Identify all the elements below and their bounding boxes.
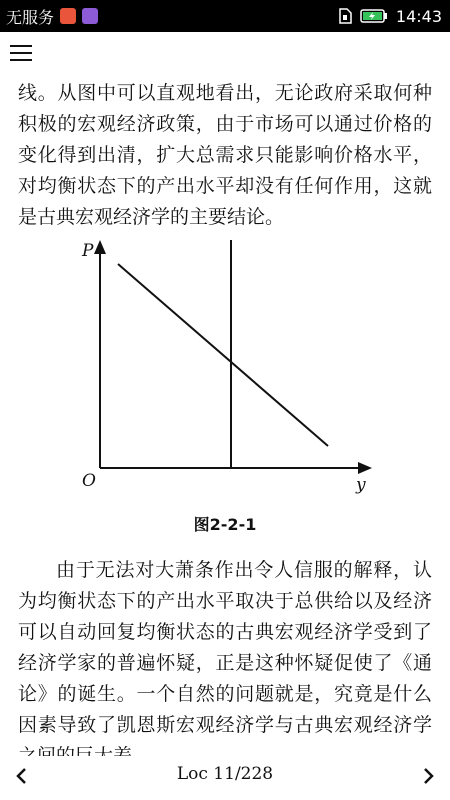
demand-line <box>118 264 328 446</box>
page-content <box>18 78 432 233</box>
y-axis-arrow <box>94 240 106 254</box>
x-axis-arrow <box>358 462 372 474</box>
y-axis-label: P <box>82 241 94 261</box>
paragraph: 线。从图中可以直观地看出，无论政府采取何种积极的宏观经济政策，由于市场可以通过价格的变化得到出清，扩大总需求只能影响价格水平，对均衡状态下的产出水平却没有任何作用，这就是古典宏观经济学的主要结论。 <box>18 82 432 228</box>
battery-charging-icon <box>360 9 388 23</box>
status-bar <box>0 0 450 32</box>
reader-footer <box>0 756 450 800</box>
origin-label: O <box>82 471 96 491</box>
clock: 14:43 <box>395 6 442 26</box>
paragraph: 由于无法对大萧条作出令人信服的解释，认为均衡状态下的产出水平取决于总供给以及经济可以自动回复均衡状态的古典宏观经济学受到了经济学家的普遍怀疑，正是这种怀疑促使了《通论》的诞生。一个自然的问题就是，究竟是什么因素导致了凯恩斯宏观经济学与古典宏观经济学 <box>18 559 432 736</box>
notification-app-icon <box>82 8 98 24</box>
chevron-right-icon[interactable] <box>416 764 440 788</box>
status-bar-right <box>338 0 442 32</box>
figure-caption: 图2-2-1 <box>193 515 257 534</box>
location-indicator: Loc 11/228 <box>176 764 274 784</box>
figure-graph <box>70 236 390 516</box>
carrier-label: 无服务 <box>6 7 55 27</box>
hamburger-menu-icon[interactable] <box>10 42 32 64</box>
sim-icon <box>338 8 352 24</box>
x-axis-label: y <box>356 475 366 495</box>
notification-app-icon <box>60 8 76 24</box>
page-content-continued <box>18 555 432 772</box>
reader-toolbar <box>0 32 450 76</box>
status-bar-left <box>6 0 98 32</box>
